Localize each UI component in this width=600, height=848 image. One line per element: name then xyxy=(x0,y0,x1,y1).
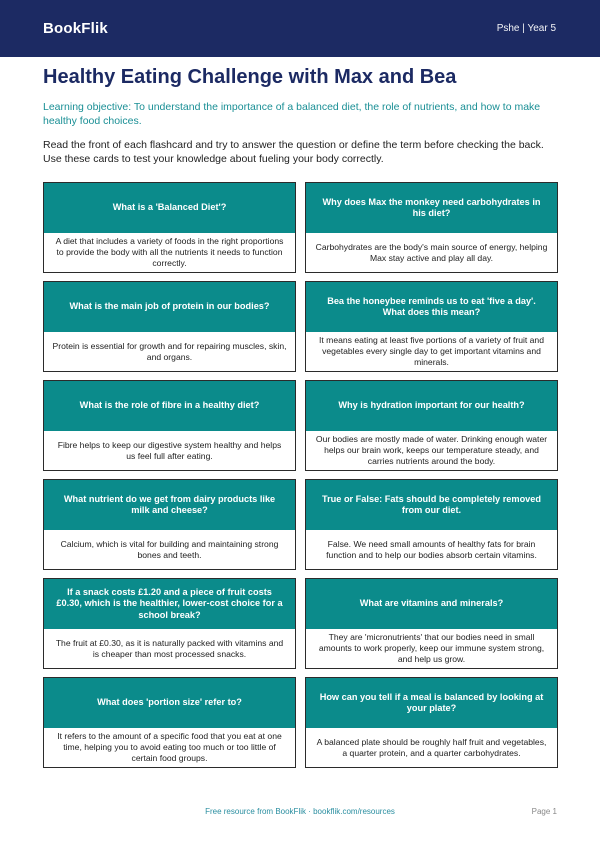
flashcard-back: It refers to the amount of a specific food that you eat at one time, helping you to avoid eating too much or too little of certain food groups. xyxy=(57,731,282,763)
flashcard-back: Calcium, which is vital for building and maintaining strong bones and teeth. xyxy=(60,538,279,560)
flashcard-back: The fruit at £0.30, as it is naturally packed with vitamins and is cheaper than most processed snacks. xyxy=(55,637,284,659)
flashcard[interactable] xyxy=(305,677,558,768)
flashcard-back: Protein is essential for growth and for repairing muscles, skin, and organs. xyxy=(52,340,287,362)
flashcard-back: Carbohydrates are the body's main source of energy, helping Max stay active and play all day. xyxy=(315,241,548,263)
flashcard[interactable] xyxy=(43,380,296,471)
page-title: Healthy Eating Challenge with Max and Bea xyxy=(43,66,457,88)
flashcard[interactable] xyxy=(305,182,558,273)
flashcard-back: They are 'micronutrients' that our bodies need in small amounts to work properly, keep our immune system strong, and help us grow. xyxy=(318,632,545,664)
flashcard-front: What does 'portion size' refer to? xyxy=(44,678,295,728)
flashcard-back: It means eating at least five portions of a variety of fruit and vegetables every single day to get important vitamins and minerals. xyxy=(319,335,544,367)
learning-objective: Learning objective: To understand the importance of a balanced diet, the role of nutrients, and how to make healthy food choices. xyxy=(43,101,541,127)
brand-logo[interactable]: BookFlik xyxy=(43,20,108,37)
flashcard-front: If a snack costs £1.20 and a piece of fruit costs £0.30, which is the healthier, lower-cost choice for a school break? xyxy=(44,579,295,629)
flashcard-front: How can you tell if a meal is balanced by looking at your plate? xyxy=(306,678,557,728)
footer-credit-link[interactable]: Free resource from BookFlik · bookflik.com/resources xyxy=(205,807,395,816)
flashcard-back: Our bodies are mostly made of water. Drinking enough water helps our brain work, keeps our temperature steady, and carries nutrients around the body. xyxy=(315,434,548,466)
flashcard[interactable] xyxy=(43,182,296,273)
flashcard-back: Fibre helps to keep our digestive system healthy and helps us feel full after eating. xyxy=(57,439,282,461)
flashcard-back: A diet that includes a variety of foods in the right proportions to provide the body with all the nutrients it needs to function correctly. xyxy=(55,236,284,268)
flashcard[interactable] xyxy=(43,578,296,669)
flashcard-grid xyxy=(43,182,558,768)
flashcard[interactable] xyxy=(305,380,558,471)
flashcard[interactable] xyxy=(43,281,296,372)
flashcard[interactable] xyxy=(43,479,296,570)
flashcard-back: A balanced plate should be roughly half fruit and vegetables, a quarter protein, and a quarter carbohydrates. xyxy=(316,736,547,758)
flashcard-front: What is the role of fibre in a healthy diet? xyxy=(44,381,295,431)
flashcard-front: Why is hydration important for our health? xyxy=(306,381,557,431)
flashcard-front: What are vitamins and minerals? xyxy=(306,579,557,629)
flashcard[interactable] xyxy=(305,479,558,570)
header-bar xyxy=(0,0,600,57)
flashcard-front: Why does Max the monkey need carbohydrates in his diet? xyxy=(306,183,557,233)
flashcard[interactable] xyxy=(305,281,558,372)
flashcard-front: What nutrient do we get from dairy products like milk and cheese? xyxy=(44,480,295,530)
subject-year-label: Pshe | Year 5 xyxy=(496,23,556,34)
intro-text: Read the front of each flashcard and try to answer the question or define the term before checking the back. Use these cards to test your knowledge about fueling your body correctly. xyxy=(43,139,544,165)
flashcard[interactable] xyxy=(43,677,296,768)
flashcard-front: True or False: Fats should be completely removed from our diet. xyxy=(306,480,557,530)
flashcard-front: Bea the honeybee reminds us to eat 'five a day'. What does this mean? xyxy=(306,282,557,332)
flashcard[interactable] xyxy=(305,578,558,669)
page-number: Page 1 xyxy=(531,807,557,816)
flashcard-back: False. We need small amounts of healthy fats for brain function and to help our bodies absorb certain vitamins. xyxy=(326,538,537,560)
flashcard-front: What is the main job of protein in our bodies? xyxy=(44,282,295,332)
flashcard-front: What is a 'Balanced Diet'? xyxy=(44,183,295,233)
